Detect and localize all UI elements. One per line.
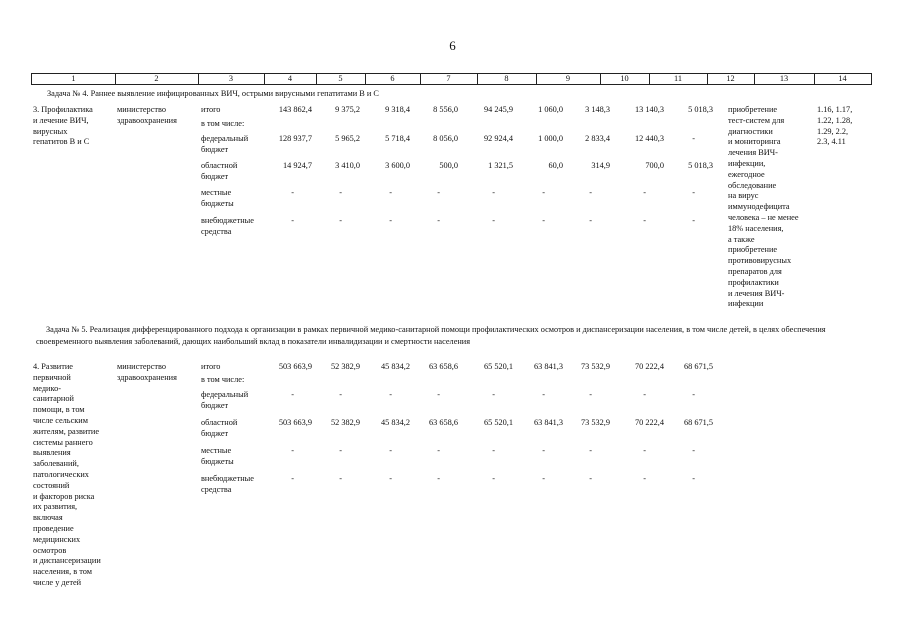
expected-result-line: ежегодное xyxy=(728,169,765,179)
funding-value: - xyxy=(291,474,294,483)
funding-source-label: средства xyxy=(201,484,232,494)
funding-value: 503 663,9 xyxy=(278,362,312,371)
funding-value: - xyxy=(492,216,495,225)
funding-value: - xyxy=(492,390,495,399)
column-header-12: 12 xyxy=(726,74,735,83)
column-header-3: 3 xyxy=(228,74,234,83)
executor-line: министерство xyxy=(117,105,167,114)
measure-name-line: числе сельским xyxy=(33,416,88,425)
column-separator xyxy=(814,74,815,84)
expected-result-line: на вирус xyxy=(728,191,759,201)
funding-value: 45 834,2 xyxy=(380,418,410,427)
funding-value: 13 140,3 xyxy=(634,105,664,114)
funding-value: 503 663,9 xyxy=(278,418,312,427)
funding-value: 3 410,0 xyxy=(335,161,360,170)
funding-value: 314,9 xyxy=(591,161,610,170)
column-separator xyxy=(420,74,421,84)
column-separator xyxy=(198,74,199,84)
funding-value: 65 520,1 xyxy=(483,418,513,427)
funding-value: - xyxy=(542,188,545,197)
column-separator xyxy=(707,74,708,84)
funding-source-label: в том числе: xyxy=(201,119,245,128)
indicator-reference-line: 1.16, 1.17, xyxy=(817,105,853,114)
task-4-heading: Задача № 4. Раннее выявление инфицированных ВИЧ, острыми вирусными гепатитами В и С xyxy=(47,89,379,98)
measure-name-line: и факторов риска xyxy=(33,491,95,501)
funding-value: - xyxy=(492,474,495,483)
funding-value: - xyxy=(437,390,440,399)
funding-source-label: областной xyxy=(201,418,238,427)
expected-result-line: приобретение xyxy=(728,105,778,114)
funding-source-label: внебюджетные xyxy=(201,474,254,483)
funding-value: - xyxy=(339,446,342,455)
expected-result-line: диагностики xyxy=(728,126,773,136)
measure-name-line: первичной xyxy=(33,372,71,382)
funding-value: 8 056,0 xyxy=(433,134,458,143)
funding-value: 52 382,9 xyxy=(330,362,360,371)
funding-value: 3 148,3 xyxy=(585,105,610,114)
funding-value: - xyxy=(339,188,342,197)
funding-value: - xyxy=(589,390,592,399)
funding-value: 60,0 xyxy=(548,161,563,170)
funding-value: - xyxy=(692,474,695,483)
funding-value: - xyxy=(389,188,392,197)
measure-name-line: патологических xyxy=(33,470,89,479)
funding-value: - xyxy=(542,446,545,455)
funding-source-label: итого xyxy=(201,362,221,371)
measure-name-line: системы раннего xyxy=(33,437,93,447)
expected-result-line: человека – не менее xyxy=(728,213,799,222)
funding-value: - xyxy=(643,188,646,197)
funding-value: 65 520,1 xyxy=(483,362,513,371)
measure-name-line: включая xyxy=(33,513,63,523)
column-separator xyxy=(365,74,366,84)
column-header-5: 5 xyxy=(338,74,343,83)
measure-name-line: выявления xyxy=(33,448,71,458)
funding-value: - xyxy=(339,474,342,483)
funding-source-label: федеральный xyxy=(201,134,249,143)
column-separator xyxy=(754,74,755,84)
funding-value: 73 532,9 xyxy=(580,362,610,371)
column-header-10: 10 xyxy=(620,74,629,83)
funding-value: 3 600,0 xyxy=(385,161,410,170)
funding-value: - xyxy=(542,390,545,399)
column-header-6: 6 xyxy=(390,74,395,83)
funding-value: - xyxy=(643,474,646,483)
funding-value: 68 671,5 xyxy=(683,418,713,427)
funding-source-label: бюджет xyxy=(201,428,229,438)
measure-name-line: 4. Развитие xyxy=(33,362,73,371)
funding-value: 9 375,2 xyxy=(335,105,360,114)
executor-line: здравоохранения xyxy=(117,372,177,382)
funding-source-label: в том числе: xyxy=(201,375,245,384)
funding-source-label: бюджет xyxy=(201,171,229,181)
expected-result-line: инфекции xyxy=(728,299,764,309)
funding-source-label: бюджеты xyxy=(201,456,234,466)
funding-value: - xyxy=(339,216,342,225)
funding-value: 68 671,5 xyxy=(683,362,713,371)
funding-value: 2 833,4 xyxy=(585,134,610,143)
column-separator xyxy=(477,74,478,84)
funding-value: 94 245,9 xyxy=(483,105,513,114)
expected-result-line: и мониторинга xyxy=(728,137,781,147)
measure-name-line: населения, в том xyxy=(33,567,93,577)
funding-source-label: местные xyxy=(201,188,232,197)
funding-value: - xyxy=(437,474,440,483)
funding-value: - xyxy=(589,446,592,455)
column-separator xyxy=(264,74,265,84)
funding-value: - xyxy=(389,216,392,225)
funding-source-label: бюджеты xyxy=(201,198,234,208)
funding-value: - xyxy=(589,188,592,197)
column-header-9: 9 xyxy=(565,74,571,83)
measure-name-line: санитарной xyxy=(33,394,74,404)
measure-name-line: и лечение ВИЧ, xyxy=(33,115,89,125)
measure-name-line: их развития, xyxy=(33,502,78,512)
funding-value: - xyxy=(291,390,294,399)
funding-value: - xyxy=(291,188,294,197)
column-header-13: 13 xyxy=(779,74,789,83)
funding-value: 500,0 xyxy=(439,161,458,170)
funding-value: - xyxy=(692,188,695,197)
funding-value: 5 018,3 xyxy=(688,105,713,114)
funding-value: - xyxy=(437,216,440,225)
funding-value: - xyxy=(589,474,592,483)
funding-value: - xyxy=(339,390,342,399)
measure-name-line: 3. Профилактика xyxy=(33,105,93,114)
funding-value: 52 382,9 xyxy=(330,418,360,427)
funding-value: - xyxy=(643,446,646,455)
funding-value: - xyxy=(643,390,646,399)
measure-name-line: числе у детей xyxy=(33,578,82,587)
indicator-reference-line: 1.29, 2.2, xyxy=(817,126,849,136)
funding-value: - xyxy=(589,216,592,225)
measure-name-line: и диспансеризации xyxy=(33,556,101,566)
indicator-reference-line: 2.3, 4.11 xyxy=(817,137,846,147)
funding-value: 700,0 xyxy=(645,161,664,170)
measure-name-line: вирусных xyxy=(33,126,68,136)
funding-value: 63 658,6 xyxy=(428,418,458,427)
column-separator xyxy=(600,74,601,84)
expected-result-line: приобретение xyxy=(728,245,778,255)
funding-value: 1 321,5 xyxy=(488,161,513,170)
funding-value: 5 018,3 xyxy=(688,161,713,170)
funding-value: 63 841,3 xyxy=(533,362,563,371)
funding-value: - xyxy=(692,390,695,399)
expected-result-line: тест-систем для xyxy=(728,115,785,125)
expected-result-line: и лечения ВИЧ- xyxy=(728,288,785,298)
measure-name-line: заболеваний, xyxy=(33,459,79,469)
funding-value: - xyxy=(437,188,440,197)
task-5-heading: Задача № 5. Реализация дифференцированного подхода к организации в рамках первичной медико-санитарной помощи профилактических осмотров и диспансеризации населения, в том числе детей, в целях обеспечения своевременного выявления заболеваний, дающих наибольший вклад в показатели инвалидизации и смертности населения xyxy=(36,325,826,346)
measure-name-line: проведение xyxy=(33,524,74,533)
column-header-8: 8 xyxy=(504,74,509,83)
column-header-4: 4 xyxy=(287,74,293,83)
column-header-2: 2 xyxy=(154,74,159,83)
funding-value: 143 862,4 xyxy=(278,105,312,114)
measure-name-line: медико- xyxy=(33,383,62,393)
funding-value: 12 440,3 xyxy=(634,134,664,143)
funding-value: - xyxy=(692,216,695,225)
column-separator xyxy=(115,74,116,84)
column-separator xyxy=(649,74,650,84)
funding-value: - xyxy=(692,134,695,143)
funding-value: 45 834,2 xyxy=(380,362,410,371)
executor-line: здравоохранения xyxy=(117,115,177,125)
expected-result-line: обследование xyxy=(728,180,777,190)
page-number: 6 xyxy=(449,38,456,53)
expected-result-line: иммунодефицита xyxy=(728,202,790,212)
measure-name-line: жителям, развитие xyxy=(33,426,100,436)
funding-value: 70 222,4 xyxy=(634,362,664,371)
column-header-7: 7 xyxy=(446,74,451,83)
expected-result-line: а также xyxy=(728,234,755,244)
funding-value: - xyxy=(492,188,495,197)
funding-value: - xyxy=(389,390,392,399)
funding-source-label: итого xyxy=(201,105,221,114)
funding-source-label: областной xyxy=(201,161,238,170)
funding-value: 63 658,6 xyxy=(428,362,458,371)
funding-value: - xyxy=(291,446,294,455)
executor-line: министерство xyxy=(117,362,167,371)
column-number-header xyxy=(31,73,872,85)
funding-value: - xyxy=(437,446,440,455)
column-separator xyxy=(316,74,317,84)
expected-result-line: противовирусных xyxy=(728,256,792,266)
funding-source-label: бюджет xyxy=(201,400,229,410)
funding-value: - xyxy=(542,474,545,483)
funding-value: 1 060,0 xyxy=(538,105,563,114)
expected-result-line: инфекции, xyxy=(728,159,766,168)
column-header-1: 1 xyxy=(71,74,76,83)
funding-value: 1 000,0 xyxy=(538,134,563,143)
measure-name-line: осмотров xyxy=(33,545,67,555)
funding-source-label: средства xyxy=(201,226,232,236)
indicator-reference-line: 1.22, 1.28, xyxy=(817,115,853,125)
expected-result-line: 18% населения, xyxy=(728,223,784,233)
column-header-14: 14 xyxy=(838,74,847,83)
funding-value: 14 924,7 xyxy=(282,161,312,170)
funding-source-label: бюджет xyxy=(201,144,229,154)
column-header-11: 11 xyxy=(674,74,682,83)
funding-value: - xyxy=(492,446,495,455)
funding-value: 92 924,4 xyxy=(483,134,513,143)
measure-name-line: состояний xyxy=(33,480,70,490)
funding-value: - xyxy=(692,446,695,455)
funding-value: 5 718,4 xyxy=(385,134,410,143)
expected-result-line: профилактики xyxy=(728,277,779,287)
funding-value: 5 965,2 xyxy=(335,134,360,143)
funding-value: - xyxy=(291,216,294,225)
funding-value: - xyxy=(542,216,545,225)
funding-value: 8 556,0 xyxy=(433,105,458,114)
measure-name-line: медицинских xyxy=(33,534,81,544)
funding-source-label: федеральный xyxy=(201,390,249,399)
funding-value: 9 318,4 xyxy=(385,105,410,114)
funding-value: 128 937,7 xyxy=(278,134,312,143)
column-separator xyxy=(536,74,537,84)
funding-value: 70 222,4 xyxy=(634,418,664,427)
measure-name-line: гепатитов В и С xyxy=(33,137,90,147)
funding-value: - xyxy=(389,446,392,455)
funding-value: - xyxy=(389,474,392,483)
funding-value: 63 841,3 xyxy=(533,418,563,427)
funding-source-label: внебюджетные xyxy=(201,216,254,225)
funding-value: 73 532,9 xyxy=(580,418,610,427)
funding-source-label: местные xyxy=(201,446,232,455)
expected-result-line: лечения ВИЧ- xyxy=(728,148,778,158)
measure-name-line: помощи, в том xyxy=(33,405,85,415)
funding-value: - xyxy=(643,216,646,225)
expected-result-line: препаратов для xyxy=(728,267,782,276)
